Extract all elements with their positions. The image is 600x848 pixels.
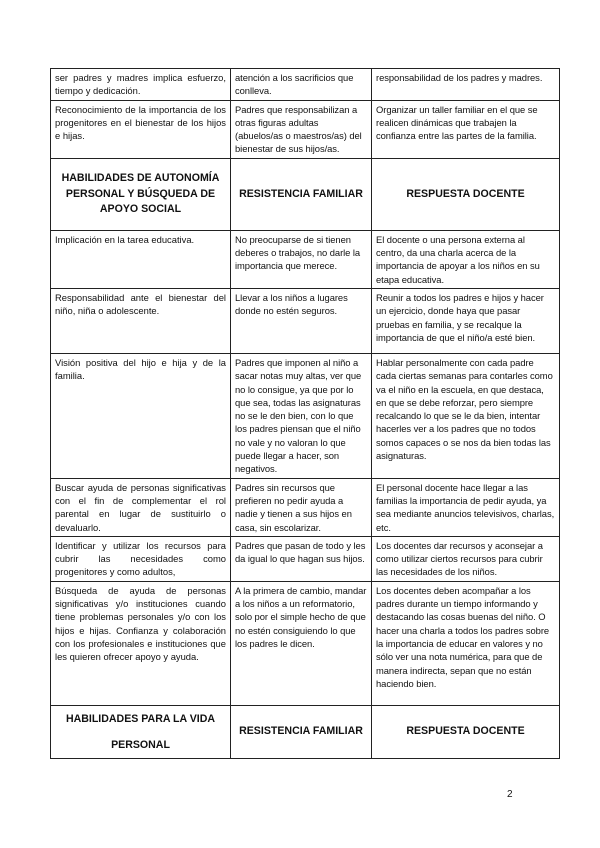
resistance-cell: Llevar a los niños a lugares donde no estén seguros.	[231, 288, 372, 353]
resistance-cell: atención a los sacrificios que conlleva.	[231, 69, 372, 101]
skill-cell: ser padres y madres implica esfuerzo, tiempo y dedicación.	[51, 69, 231, 101]
resistance-cell: A la primera de cambio, mandar a los niños a un reformatorio, solo por el simple hecho de que no estén consiguiendo lo que los padres le dicen.	[231, 581, 372, 705]
skill-cell: Buscar ayuda de personas significativas con el fin de complementar el rol parental en lugar de sustituirlo o devaluarlo.	[51, 478, 231, 536]
skill-cell: Identificar y utilizar los recursos para cubrir las necesidades como progenitores y como adultos,	[51, 536, 231, 581]
resistance-cell: Padres que pasan de todo y les da igual lo que hagan sus hijos.	[231, 536, 372, 581]
response-cell: Los docentes dar recursos y aconsejar a como utilizar ciertos recursos para cubrir las necesidades de los niños.	[372, 536, 560, 581]
skill-cell: Visión positiva del hijo e hija y de la familia.	[51, 353, 231, 478]
section-title-line: PERSONAL	[111, 738, 170, 751]
content-table	[50, 68, 560, 759]
section-header-row	[51, 705, 560, 758]
section-title	[51, 705, 231, 758]
resistance-cell: No preocuparse de si tienen deberes o trabajos, no darle la importancia que merece.	[231, 230, 372, 288]
table-row	[51, 288, 560, 353]
section-header-row	[51, 158, 560, 230]
skill-cell: Responsabilidad ante el bienestar del niño, niña o adolescente.	[51, 288, 231, 353]
column-header-resistance: RESISTENCIA FAMILIAR	[231, 705, 372, 758]
table-row	[51, 69, 560, 101]
resistance-cell: Padres sin recursos que prefieren no pedir ayuda a nadie y tienen a sus hijos en casa, sin escolarizar.	[231, 478, 372, 536]
response-cell: Hablar personalmente con cada padre cada ciertas semanas para contarles como va el niño en la escuela, en que destaca, en que se debe reforzar, pero siempre recalcando lo que se le da bien, intentar hacerles ver a los padres que no todos somos capaces o se nos da bien todas las asignaturas.	[372, 353, 560, 478]
table-row	[51, 100, 560, 158]
response-cell: Reunir a todos los padres e hijos y hacer un ejercicio, donde haya que pasar pruebas en familia, y se recalque la importancia de que el niño/a esté bien.	[372, 288, 560, 353]
response-cell: Los docentes deben acompañar a los padres durante un tiempo informando y destacando las cosas buenas del niño. O hacer una charla a todos los padres sobre la importancia de educar en valores y no sólo ver una nota numérica, para que de manera indirecta, sepan que no están haciendo bien.	[372, 581, 560, 705]
resistance-cell: Padres que responsabilizan a otras figuras adultas (abuelos/as o maestros/as) del bienestar de sus hijos/as.	[231, 100, 372, 158]
skill-cell: Implicación en la tarea educativa.	[51, 230, 231, 288]
table-row	[51, 230, 560, 288]
table-row	[51, 353, 560, 478]
column-header-response: RESPUESTA DOCENTE	[372, 158, 560, 230]
table-row	[51, 478, 560, 536]
response-cell: responsabilidad de los padres y madres.	[372, 69, 560, 101]
section-title: HABILIDADES DE AUTONOMÍA PERSONAL Y BÚSQUEDA DE APOYO SOCIAL	[51, 158, 231, 230]
table-row	[51, 536, 560, 581]
response-cell: El personal docente hace llegar a las familias la importancia de pedir ayuda, ya sea mediante anuncios televisivos, charlas, etc.	[372, 478, 560, 536]
column-header-response: RESPUESTA DOCENTE	[372, 705, 560, 758]
resistance-cell: Padres que imponen al niño a sacar notas muy altas, ver que no lo consigue, ya que por lo que sea, todas las asignaturas no se le den bien, con lo que los padres piensan que el niño no vale y no valoran lo que puede llegar a hacer, son negativos.	[231, 353, 372, 478]
page-number: 2	[507, 789, 513, 800]
skill-cell: Búsqueda de ayuda de personas significativas y/o instituciones cuando tiene problemas personales y/o con los hijos e hijas. Confianza y colaboración con los profesionales e instituciones que les quieren ofrecer apoyo y ayuda.	[51, 581, 231, 705]
skill-cell: Reconocimiento de la importancia de los progenitores en el bienestar de los hijos e hijas.	[51, 100, 231, 158]
response-cell: El docente o una persona externa al centro, da una charla acerca de la importancia de apoyar a los niños en su etapa educativa.	[372, 230, 560, 288]
response-cell: Organizar un taller familiar en el que se realicen dinámicas que trabajen la confianza entre las partes de la familia.	[372, 100, 560, 158]
section-title-line: HABILIDADES PARA LA VIDA	[65, 712, 216, 725]
column-header-resistance: RESISTENCIA FAMILIAR	[231, 158, 372, 230]
table-row	[51, 581, 560, 705]
